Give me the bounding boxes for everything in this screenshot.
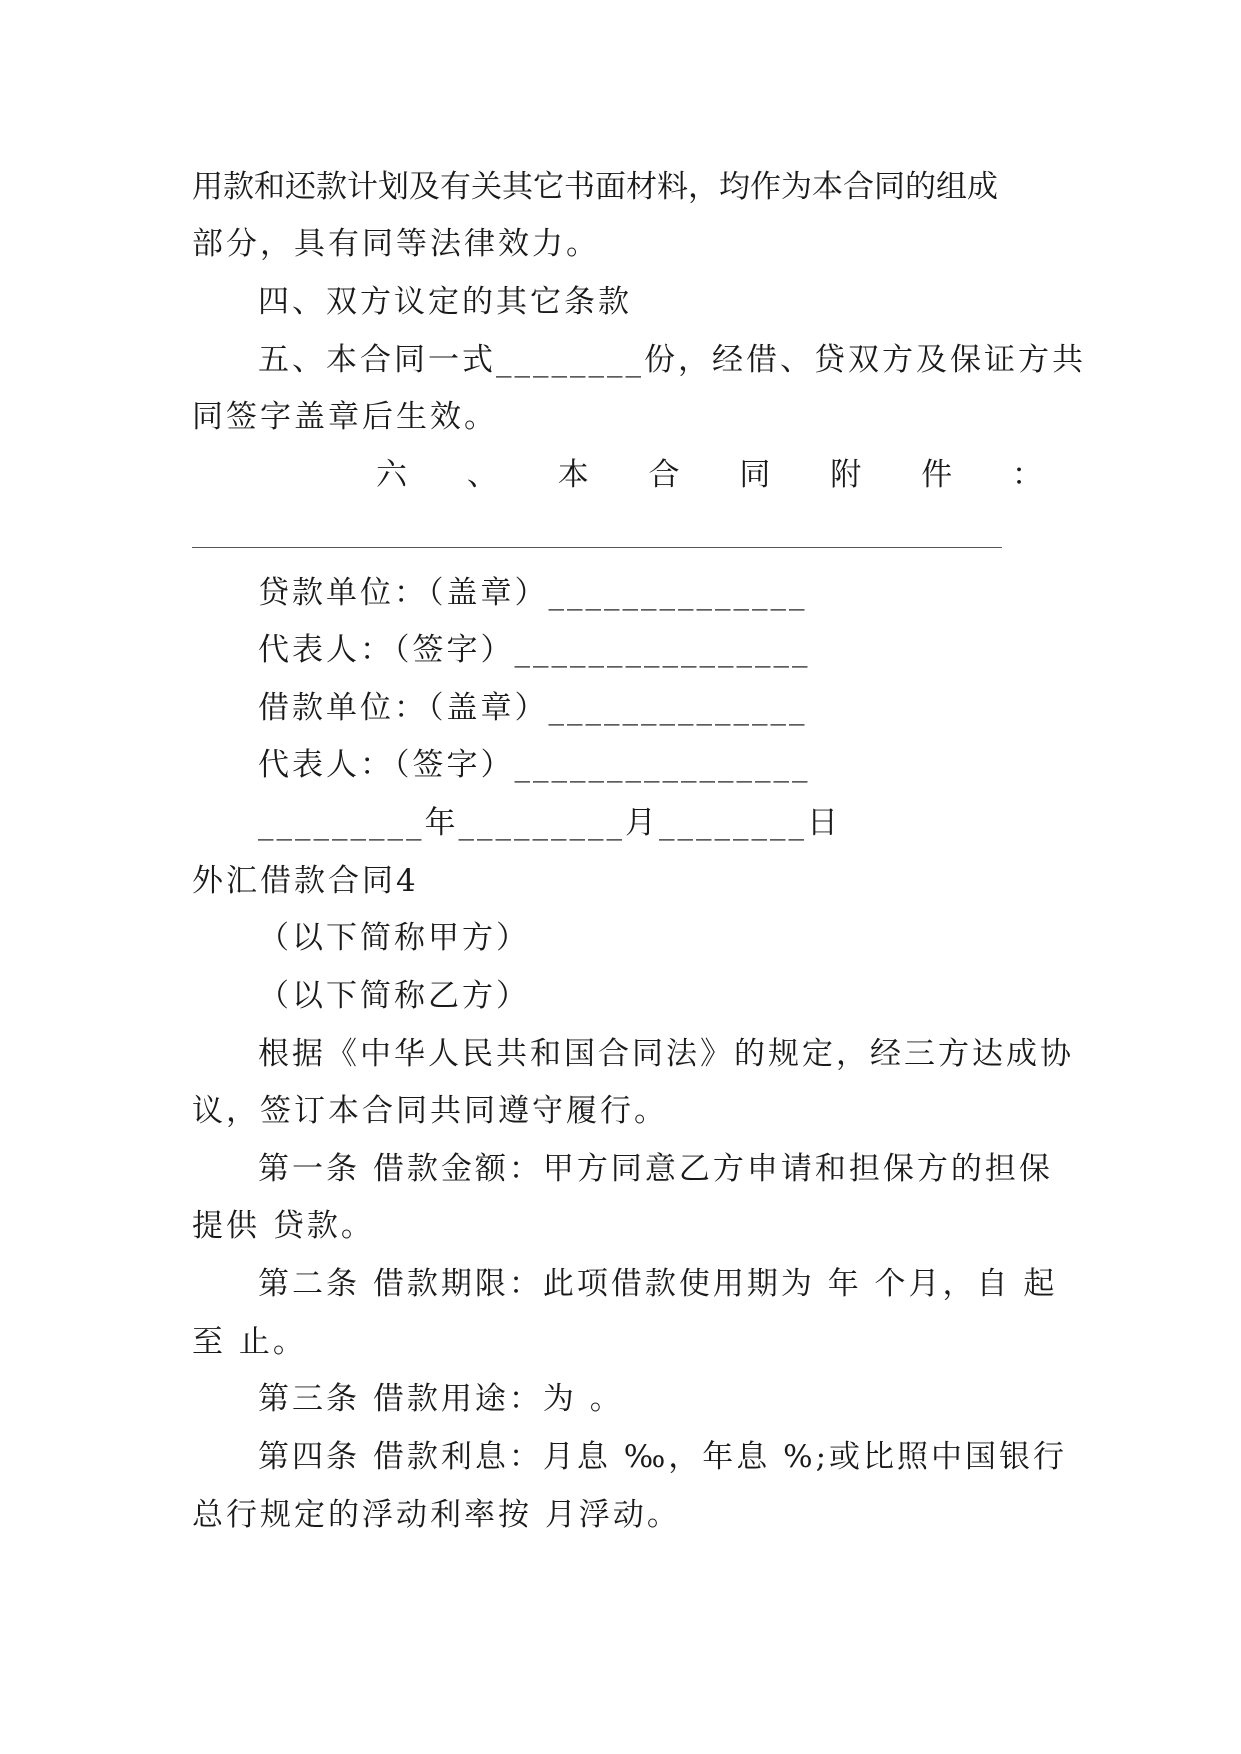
article-2: 第二条 借款期限：此项借款使用期为 年 个月，自 起 — [258, 1266, 1058, 1302]
article-1-cont: 提供 贷款。 — [192, 1208, 375, 1244]
borrower-rep-signature-line: 代表人：（签字）________________ — [258, 747, 811, 783]
clause-six-char: 同 — [739, 457, 771, 493]
clause-four: 四、双方议定的其它条款 — [258, 284, 632, 320]
lender-rep-signature-line: 代表人：（签字）________________ — [258, 632, 811, 668]
article-3: 第三条 借款用途：为 。 — [258, 1381, 624, 1417]
preamble-line-2: 议，签订本合同共同遵守履行。 — [192, 1093, 668, 1129]
article-1: 第一条 借款金额：甲方同意乙方申请和担保方的担保 — [258, 1151, 1053, 1187]
clause-five-cont: 同签字盖章后生效。 — [192, 399, 498, 435]
article-4: 第四条 借款利息：月息 ‰，年息 %;或比照中国银行 — [258, 1439, 1068, 1475]
text-line-2: 部分，具有同等法律效力。 — [192, 226, 600, 262]
section-title: 外汇借款合同4 — [192, 863, 419, 899]
article-4-cont: 总行规定的浮动利率按 月浮动。 — [192, 1497, 681, 1533]
preamble-line-1: 根据《中华人民共和国合同法》的规定，经三方达成协 — [258, 1036, 1074, 1072]
text-line-1-content: 用款和还款计划及有关其它书面材料，均作为本合同的组成 — [192, 169, 998, 205]
clause-six-char: 六 — [376, 457, 407, 493]
clause-six-char: 本 — [557, 457, 589, 493]
clause-six-char: 附 — [830, 457, 862, 493]
clause-five: 五、本合同一式________份，经借、贷双方及保证方共 — [258, 342, 1086, 378]
clause-six-char: ： — [1011, 457, 1043, 493]
article-2-cont: 至 止。 — [192, 1324, 307, 1360]
date-line: _________年_________月________日 — [258, 805, 841, 841]
clause-six-attachments — [376, 455, 1043, 495]
clause-six-char: 合 — [648, 457, 680, 493]
borrower-seal-line: 借款单位：（盖章）______________ — [258, 690, 808, 726]
party-b-note: （以下简称乙方） — [258, 978, 530, 1014]
lender-seal-line: 贷款单位：（盖章）______________ — [258, 575, 808, 611]
attachment-blank-line — [192, 547, 1002, 548]
clause-six-char: 、 — [466, 457, 498, 493]
text-line-1 — [192, 167, 1043, 207]
party-a-note: （以下简称甲方） — [258, 920, 530, 956]
clause-six-char: 件 — [921, 457, 953, 493]
